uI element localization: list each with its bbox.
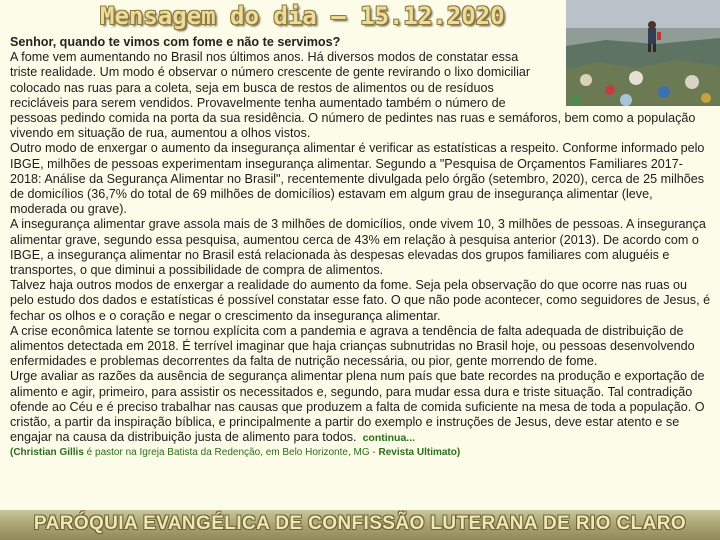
paragraph-6 [10,369,712,446]
footer-text: PARÓQUIA EVANGÉLICA DE CONFISSÃO LUTERANA DE RIO CLARO [33,513,687,534]
article-heading: Senhor, quando te vimos com fome e não te servimos? [10,35,341,49]
paragraph-1-line-3: colocado nas ruas para a coleta, seja em busca de restos de alimentos ou de resíduos [10,80,494,95]
continua-link[interactable]: continua... [362,432,416,445]
footer-banner [0,510,720,540]
credit-description: é pastor na Igreja Batista da Redenção, em Belo Horizonte, MG - [83,447,379,459]
paragraph-6-text: Urge avaliar as razões da ausência de segurança alimentar plena num país que bate recordes na produção e exportação de alimento e agir, primeiro, para assistir os necessitados e, segundo, para mudar essa dura e triste situação. Tal contradição ofende ao Céu e é preciso trabalhar nas causas que produzem a falta de comida suficiente na mesa de toda a população. O cristão, a partir da inspiração bíblica, e principalmente a partir do exemplo e instruções de Jesus, deve estar atento e se engajar na causa da distribuição justa de alimento para todos. [10,369,705,445]
article-body [10,35,712,459]
author-credit [10,446,712,459]
credit-source: Revista Ultimato) [378,447,461,459]
paragraph-3: A insegurança alimentar grave assola mais de 3 milhões de domicílios, onde vivem 10, 3 milhões de pessoas. A insegurança alimentar grave, segundo essa pesquisa, aumentou cerca de 43% em relação à pesquisa anterior (2013). De acordo com o IBGE, a insegurança alimentar no Brasil está relacionada às despesas elevadas dos grupos familiares com aluguéis e transportes, o que diminui a possibilidade de compra de alimentos. [10,217,706,278]
paragraph-1-line-1: A fome vem aumentando no Brasil nos últimos anos. Há diversos modos de constatar essa [10,50,519,65]
paragraph-1-rest: pessoas pedindo comida na porta da sua residência. O número de pedintes nas ruas e semáforos, bem como a população vivendo em situação de rua, aumentou a olhos vistos. [10,111,696,141]
paragraph-4: Talvez haja outros modos de enxergar a realidade do aumento da fome. Seja pela observação do que ocorre nas ruas ou pelo estudo dos dados e estatísticas é possível constatar esse fato. O que não pode acontecer, como seguidores de Jesus, é fechar os olhos e o coração e negar o crescimento da insegurança alimentar. [10,278,711,323]
paragraph-1-line-4: recicláveis para serem vendidos. Provavelmente tenha aumentado também o número de [10,95,506,110]
paragraph-1-wrapped [10,50,563,111]
paragraph-2: Outro modo de enxergar o aumento da insegurança alimentar é verificar as estatísticas a respeito. Conforme informado pelo IBGE, milhões de pessoas experimentam insegurança alimentar. Segundo a "Pesquisa de Orçamentos Familiares 2017-2018: Análise da Segurança Alimentar no Brasil", recentemente divulgada pelo órgão (setembro, 2020), cerca de 25 milhões de domicílios (36,7% do total de 69 milhões de domicílios) estavam em algum grau de insegurança alimentar (leve, moderada ou grave). [10,141,705,217]
paragraph-5: A crise econômica latente se tornou explícita com a pandemia e agrava a tendência de falta adequada de distribuição de alimentos detectada em 2018. É terrível imaginar que haja crianças subnutridas no Brasil hoje, ou pessoas desenvolvendo enfermidades e problemas decorrentes da falta de nutrição necessária, ou pior, gente morrendo de fome. [10,323,695,369]
paragraph-1-line-2: triste realidade. Um modo é observar o número crescente de gente revirando o lixo domiciliar [10,65,531,80]
page-title: Mensagem do dia – 15.12.2020 [100,2,505,30]
credit-author: (Christian Gillis [10,447,84,459]
